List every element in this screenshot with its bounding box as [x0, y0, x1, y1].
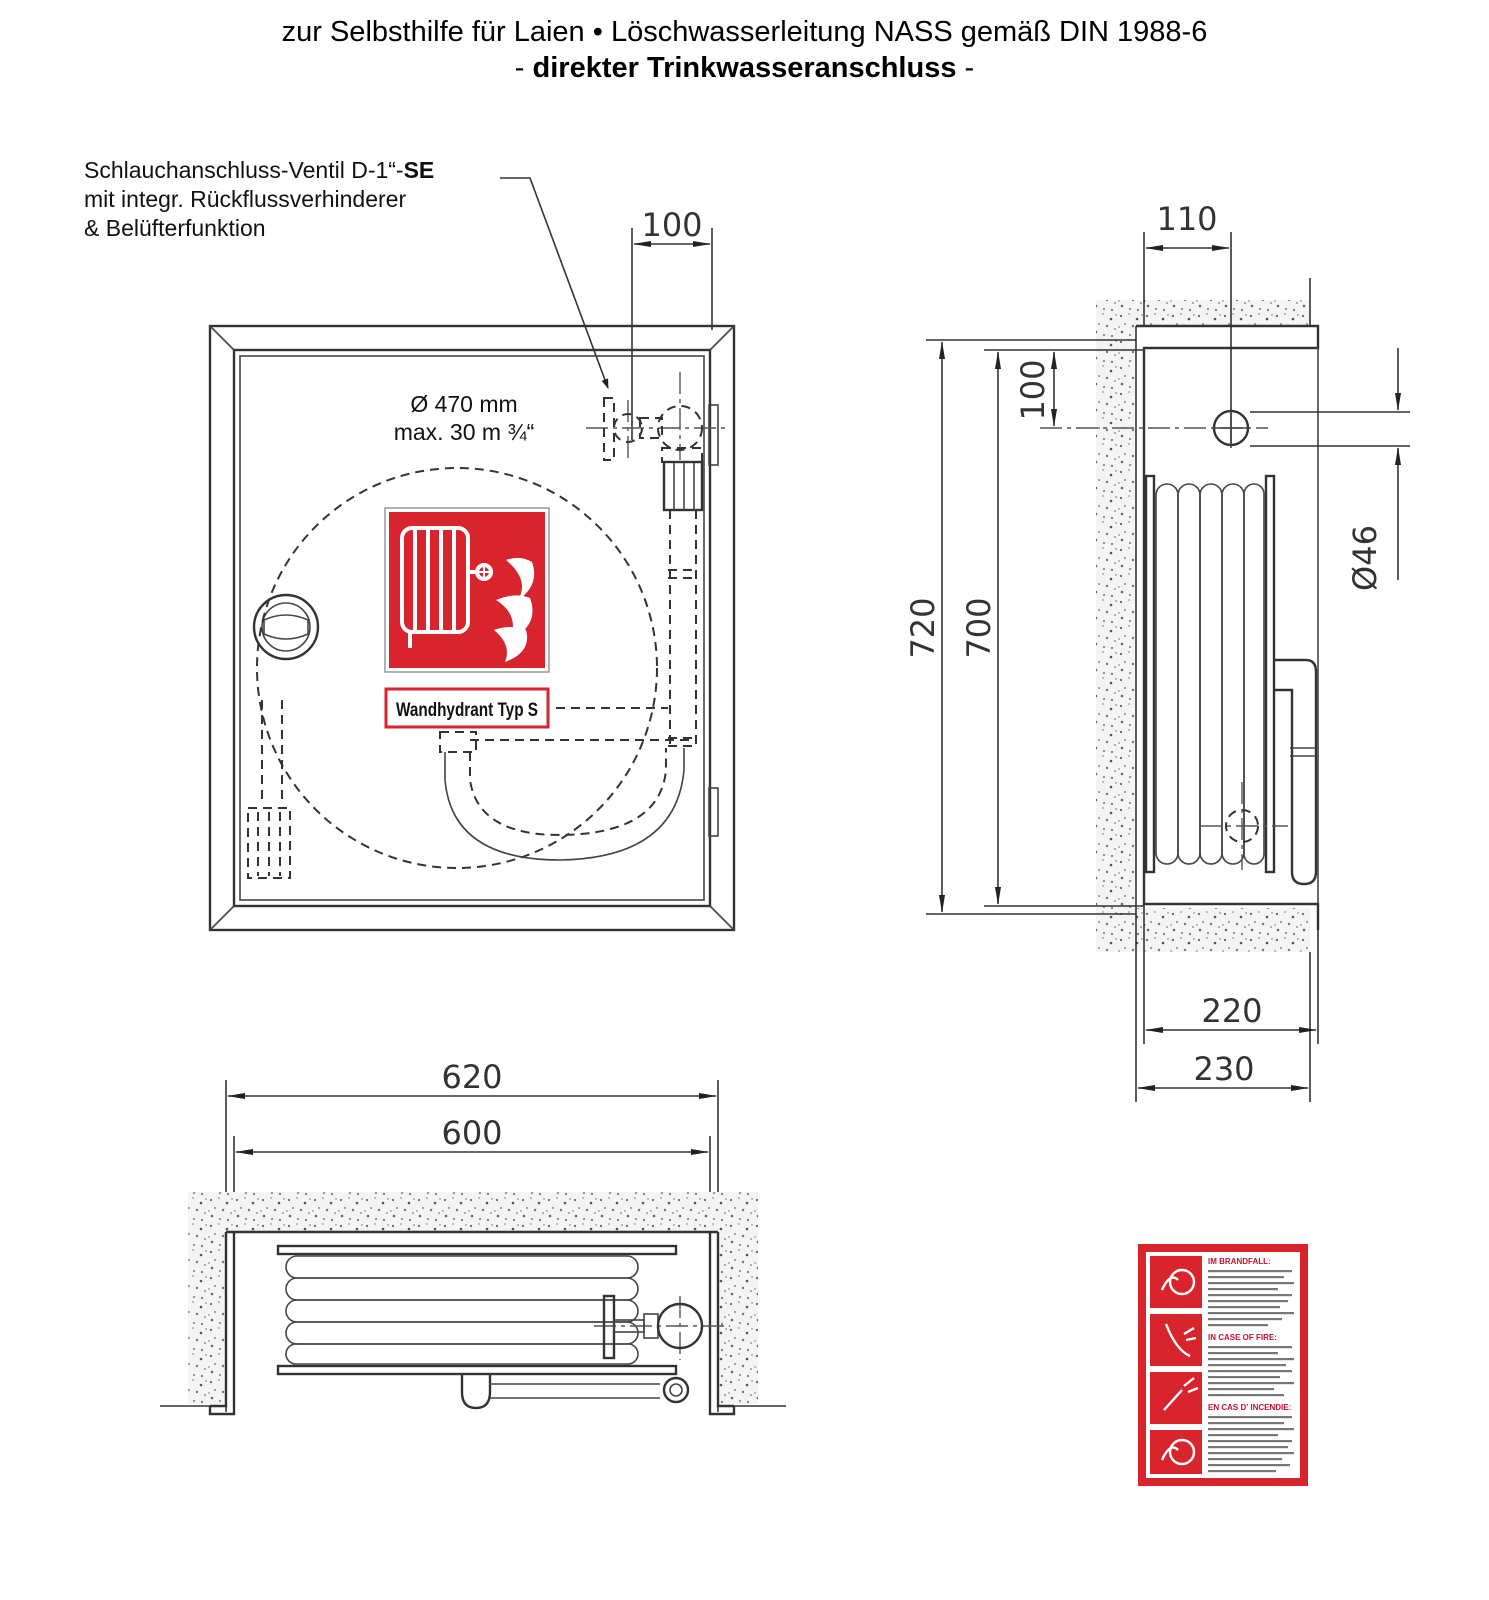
side-dim-230: 230: [1193, 1050, 1255, 1088]
header-line-2-prefix: -: [514, 52, 533, 84]
sign-heading-en: IN CASE OF FIRE:: [1208, 1333, 1277, 1342]
callout-line-1-text: Schlauchanschluss-Ventil D-1“-: [84, 157, 404, 183]
header-line-1: zur Selbsthilfe für Laien • Löschwasserleitung NASS gemäß DIN 1988-6: [281, 16, 1208, 48]
callout-line-1-bold: SE: [403, 157, 435, 183]
top-view: [160, 1058, 786, 1414]
frame-bevel-br: [710, 906, 734, 930]
side-reel: [1146, 476, 1288, 872]
top-wall-concrete: [188, 1192, 758, 1404]
pipe-coupling-top: [664, 462, 702, 510]
sign-heading-de: IM BRANDFALL:: [1208, 1257, 1271, 1266]
side-valve-icon: [1212, 408, 1250, 448]
top-reel: [278, 1246, 676, 1374]
sign-pictograms: [1150, 1256, 1202, 1474]
nozzle-icon: [248, 808, 290, 878]
frame-bevel-bl: [210, 906, 234, 930]
frame-bevel-tr: [710, 326, 734, 350]
valve-callout: [84, 157, 608, 388]
callout-line-1: [84, 157, 434, 183]
front-view: [210, 206, 734, 930]
side-wall-concrete: [1096, 300, 1310, 952]
callout-line-3: & Belüfterfunktion: [84, 215, 266, 241]
side-dim-110: 110: [1156, 200, 1218, 238]
side-dim-pipe: Ø46: [1346, 525, 1384, 591]
side-cabinet-outline: [1136, 326, 1318, 930]
side-dim-220: 220: [1201, 992, 1263, 1030]
side-dim-100: 100: [1014, 359, 1052, 421]
header-line-2-bold: direkter Trinkwasseranschluss: [532, 52, 957, 84]
side-dim-720: 720: [904, 597, 942, 659]
side-view: [904, 200, 1410, 1102]
door-lock-icon[interactable]: [254, 595, 318, 659]
instruction-sign: [1138, 1244, 1308, 1486]
callout-line-2: mit integr. Rückflussverhinderer: [84, 186, 407, 212]
hose-coupling: [440, 732, 476, 752]
fire-hose-sign: [385, 508, 549, 672]
top-pipe: [462, 1374, 688, 1408]
frame-bevel-tl: [210, 326, 234, 350]
front-dim-100: 100: [641, 206, 703, 244]
top-dim-600: 600: [441, 1114, 503, 1152]
top-dim-620: 620: [441, 1058, 503, 1096]
reel-diameter: Ø 470 mm: [410, 391, 518, 417]
hose-spec: max. 30 m ¾“: [393, 419, 535, 445]
side-pipe: [1274, 660, 1318, 884]
hose-curve-outer: [445, 748, 684, 860]
hose-curve-inner: [470, 748, 666, 835]
sign-heading-fr: EN CAS D' INCENDIE:: [1208, 1403, 1292, 1412]
header-line-2-suffix: -: [956, 52, 975, 84]
side-dim-700: 700: [960, 597, 998, 659]
hydrant-label: Wandhydrant Typ S: [396, 700, 538, 721]
